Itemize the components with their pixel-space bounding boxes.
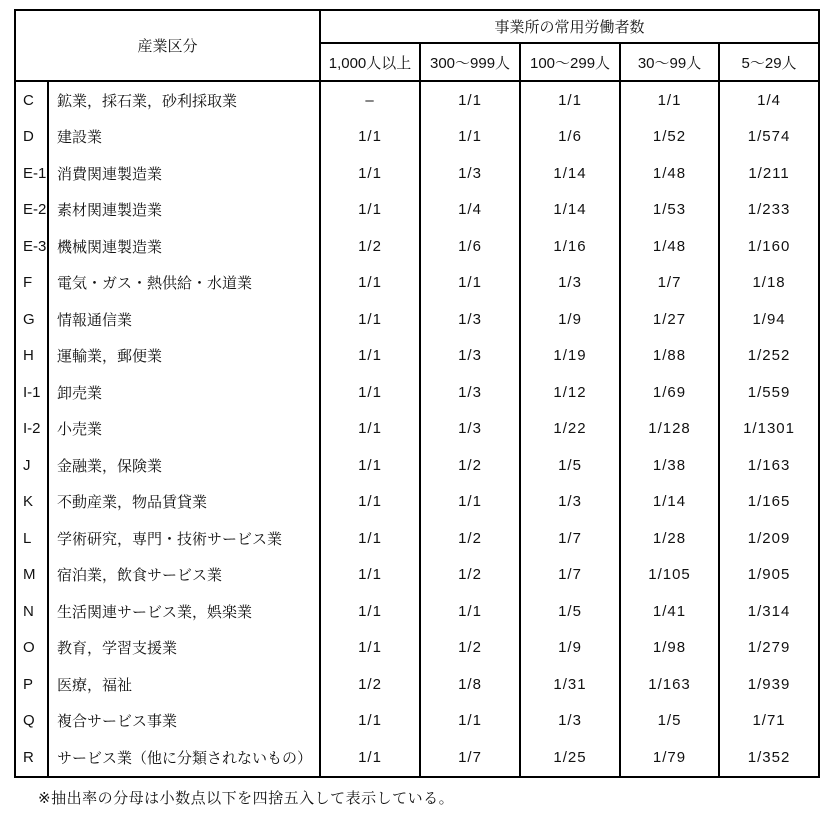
sampling-rate-cell: 1/7	[420, 739, 520, 777]
industry-name: 情報通信業	[48, 301, 320, 338]
sampling-rate-cell: 1/165	[719, 484, 819, 521]
sampling-rate-cell: –	[320, 81, 420, 119]
sampling-rate-cell: 1/1	[320, 739, 420, 777]
sampling-rate-cell: 1/1	[320, 557, 420, 594]
industry-name: 小売業	[48, 411, 320, 448]
table-row	[15, 81, 819, 119]
sampling-rate-cell: 1/939	[719, 666, 819, 703]
table-body	[15, 81, 819, 777]
sampling-rate-cell: 1/1	[420, 81, 520, 119]
table-row	[15, 630, 819, 667]
sampling-rate-cell: 1/5	[520, 447, 620, 484]
sampling-rate-cell: 1/1	[320, 484, 420, 521]
industry-code: E-2	[15, 192, 48, 229]
header-row-group	[15, 10, 819, 43]
industry-code: D	[15, 119, 48, 156]
sampling-rate-cell: 1/14	[520, 192, 620, 229]
sampling-rate-cell: 1/1	[320, 520, 420, 557]
industry-name: 医療，福祉	[48, 666, 320, 703]
sampling-rate-cell: 1/160	[719, 228, 819, 265]
sampling-rate-cell: 1/22	[520, 411, 620, 448]
sampling-rate-cell: 1/18	[719, 265, 819, 302]
sampling-rate-cell: 1/3	[420, 301, 520, 338]
industry-name: 宿泊業，飲食サービス業	[48, 557, 320, 594]
sampling-rate-cell: 1/574	[719, 119, 819, 156]
table-row	[15, 739, 819, 777]
industry-name: サービス業（他に分類されないもの）	[48, 739, 320, 777]
industry-code: K	[15, 484, 48, 521]
sampling-rate-cell: 1/105	[620, 557, 719, 594]
sampling-rate-cell: 1/1	[520, 81, 620, 119]
sampling-rate-cell: 1/71	[719, 703, 819, 740]
sampling-rate-cell: 1/6	[420, 228, 520, 265]
sampling-rate-cell: 1/28	[620, 520, 719, 557]
sampling-rate-cell: 1/3	[520, 484, 620, 521]
sampling-rate-cell: 1/98	[620, 630, 719, 667]
industry-code: M	[15, 557, 48, 594]
industry-name: 消費関連製造業	[48, 155, 320, 192]
industry-name: 複合サービス事業	[48, 703, 320, 740]
industry-code: E-1	[15, 155, 48, 192]
industry-code: G	[15, 301, 48, 338]
size-col-header-1000plus: 1,000人以上	[320, 43, 420, 81]
sampling-rate-cell: 1/1	[320, 119, 420, 156]
industry-code: Q	[15, 703, 48, 740]
industry-code: N	[15, 593, 48, 630]
sampling-rate-cell: 1/163	[620, 666, 719, 703]
sampling-rate-cell: 1/1	[320, 703, 420, 740]
sampling-rate-cell: 1/4	[420, 192, 520, 229]
sampling-rate-cell: 1/2	[420, 557, 520, 594]
sampling-rate-cell: 1/31	[520, 666, 620, 703]
industry-name: 卸売業	[48, 374, 320, 411]
sampling-rate-cell: 1/5	[620, 703, 719, 740]
size-col-header-300-999: 300～999人	[420, 43, 520, 81]
sampling-rate-cell: 1/6	[520, 119, 620, 156]
industry-code: E-3	[15, 228, 48, 265]
industry-name: 機械関連製造業	[48, 228, 320, 265]
sampling-rate-cell: 1/279	[719, 630, 819, 667]
sampling-rate-cell: 1/233	[719, 192, 819, 229]
footnote: ※抽出率の分母は小数点以下を四捨五入して表示している。	[38, 790, 455, 807]
workers-group-header: 事業所の常用労働者数	[320, 10, 819, 43]
sampling-rate-cell: 1/1	[320, 301, 420, 338]
sampling-rate-cell: 1/1	[420, 265, 520, 302]
table-row	[15, 484, 819, 521]
sampling-rate-cell: 1/1	[320, 593, 420, 630]
sampling-rate-cell: 1/2	[420, 447, 520, 484]
sampling-rate-cell: 1/352	[719, 739, 819, 777]
sampling-rate-cell: 1/7	[520, 557, 620, 594]
industry-name: 運輸業，郵便業	[48, 338, 320, 375]
table-row	[15, 192, 819, 229]
sampling-rate-cell: 1/3	[420, 411, 520, 448]
sampling-rate-cell: 1/88	[620, 338, 719, 375]
sampling-rate-cell: 1/1	[320, 338, 420, 375]
sampling-rate-cell: 1/1	[620, 81, 719, 119]
sampling-rate-cell: 1/38	[620, 447, 719, 484]
sampling-rate-cell: 1/41	[620, 593, 719, 630]
sampling-rate-cell: 1/1301	[719, 411, 819, 448]
industry-code: L	[15, 520, 48, 557]
sampling-rate-cell: 1/1	[420, 119, 520, 156]
sampling-rate-cell: 1/1	[420, 703, 520, 740]
industry-name: 教育，学習支援業	[48, 630, 320, 667]
table-row	[15, 338, 819, 375]
industry-name: 電気・ガス・熱供給・水道業	[48, 265, 320, 302]
sampling-rate-cell: 1/1	[320, 630, 420, 667]
size-col-header-5-29: 5～29人	[719, 43, 819, 81]
size-col-header-100-299: 100～299人	[520, 43, 620, 81]
industry-code: C	[15, 81, 48, 119]
table-row	[15, 301, 819, 338]
industry-code: P	[15, 666, 48, 703]
industry-code: I-1	[15, 374, 48, 411]
sampling-rate-cell: 1/3	[420, 374, 520, 411]
sampling-rate-cell: 1/209	[719, 520, 819, 557]
sampling-rate-cell: 1/2	[320, 228, 420, 265]
table-row	[15, 228, 819, 265]
sampling-rate-cell: 1/128	[620, 411, 719, 448]
sampling-rate-cell: 1/3	[420, 338, 520, 375]
sampling-rate-cell: 1/48	[620, 228, 719, 265]
sampling-rate-cell: 1/9	[520, 301, 620, 338]
sampling-rate-cell: 1/1	[320, 411, 420, 448]
sampling-rate-cell: 1/94	[719, 301, 819, 338]
sampling-rate-cell: 1/25	[520, 739, 620, 777]
sampling-rate-cell: 1/252	[719, 338, 819, 375]
sampling-rate-cell: 1/7	[520, 520, 620, 557]
table-row	[15, 666, 819, 703]
industry-code: J	[15, 447, 48, 484]
sampling-rate-cell: 1/5	[520, 593, 620, 630]
industry-name: 鉱業，採石業，砂利採取業	[48, 81, 320, 119]
sampling-rate-cell: 1/3	[520, 703, 620, 740]
industry-code: F	[15, 265, 48, 302]
table-row	[15, 447, 819, 484]
table-row	[15, 411, 819, 448]
sampling-rate-cell: 1/16	[520, 228, 620, 265]
sampling-rate-cell: 1/2	[320, 666, 420, 703]
sampling-rate-cell: 1/79	[620, 739, 719, 777]
industry-name: 不動産業，物品賃貸業	[48, 484, 320, 521]
sampling-rate-cell: 1/3	[420, 155, 520, 192]
sampling-rate-cell: 1/52	[620, 119, 719, 156]
industry-name: 建設業	[48, 119, 320, 156]
sampling-rate-cell: 1/19	[520, 338, 620, 375]
sampling-rate-table	[14, 9, 820, 778]
sampling-rate-cell: 1/48	[620, 155, 719, 192]
sampling-rate-cell: 1/27	[620, 301, 719, 338]
sampling-rate-cell: 1/1	[320, 155, 420, 192]
sampling-rate-cell: 1/3	[520, 265, 620, 302]
table-row	[15, 265, 819, 302]
sampling-rate-cell: 1/7	[620, 265, 719, 302]
sampling-rate-cell: 1/2	[420, 630, 520, 667]
sampling-rate-cell: 1/1	[320, 374, 420, 411]
industry-column-header: 産業区分	[15, 10, 320, 81]
sampling-rate-cell: 1/559	[719, 374, 819, 411]
sampling-rate-cell: 1/314	[719, 593, 819, 630]
sampling-rate-cell: 1/1	[420, 484, 520, 521]
sampling-rate-cell: 1/14	[520, 155, 620, 192]
sampling-rate-cell: 1/1	[320, 447, 420, 484]
table-row	[15, 374, 819, 411]
industry-code: O	[15, 630, 48, 667]
table-row	[15, 703, 819, 740]
sampling-rate-cell: 1/53	[620, 192, 719, 229]
table-row	[15, 119, 819, 156]
sampling-rate-cell: 1/163	[719, 447, 819, 484]
industry-name: 生活関連サービス業，娯楽業	[48, 593, 320, 630]
table-row	[15, 593, 819, 630]
sampling-rate-cell: 1/12	[520, 374, 620, 411]
industry-name: 学術研究，専門・技術サービス業	[48, 520, 320, 557]
size-col-header-30-99: 30～99人	[620, 43, 719, 81]
sampling-rate-cell: 1/4	[719, 81, 819, 119]
sampling-rate-cell: 1/2	[420, 520, 520, 557]
sampling-rate-cell: 1/1	[320, 192, 420, 229]
industry-code: I-2	[15, 411, 48, 448]
sampling-rate-cell: 1/9	[520, 630, 620, 667]
sampling-rate-cell: 1/14	[620, 484, 719, 521]
sampling-rate-cell: 1/69	[620, 374, 719, 411]
industry-name: 素材関連製造業	[48, 192, 320, 229]
table-row	[15, 520, 819, 557]
sampling-rate-cell: 1/8	[420, 666, 520, 703]
table-row	[15, 557, 819, 594]
sampling-rate-cell: 1/211	[719, 155, 819, 192]
industry-code: R	[15, 739, 48, 777]
sampling-rate-cell: 1/1	[320, 265, 420, 302]
sampling-rate-cell: 1/905	[719, 557, 819, 594]
sampling-rate-cell: 1/1	[420, 593, 520, 630]
table-row	[15, 155, 819, 192]
industry-code: H	[15, 338, 48, 375]
industry-name: 金融業，保険業	[48, 447, 320, 484]
